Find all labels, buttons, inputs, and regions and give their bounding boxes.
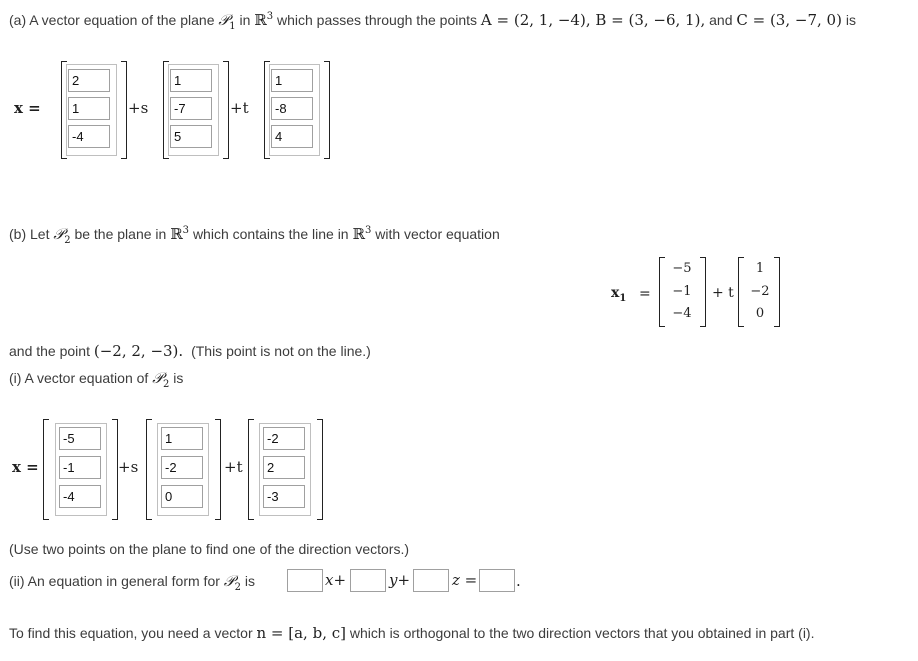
- constant-input[interactable]: [479, 569, 515, 592]
- a-vec2-row3-input[interactable]: [271, 125, 313, 148]
- part-a-prompt: [9, 11, 856, 32]
- part-b-end: with vector equation: [375, 226, 500, 242]
- bracket-right: [121, 61, 127, 159]
- part-b-mid2: which contains the line in: [192, 226, 349, 242]
- plane-p2: 𝒫$_2$: [223, 572, 241, 593]
- a-vec0-row1-input[interactable]: [68, 69, 110, 92]
- sub-ii-text: (ii) An equation in general form for: [9, 573, 220, 589]
- x-equals-label-b: x =: [12, 458, 39, 476]
- sub-i-is: is: [173, 370, 184, 386]
- part-b-prompt: [9, 225, 500, 246]
- part-b-let: (b) Let: [9, 226, 50, 242]
- sub-ii-prompt: [9, 572, 255, 593]
- plane-p1: 𝒫$_1$: [218, 11, 236, 32]
- plus-t-b: +t: [224, 458, 243, 476]
- plane-p2: 𝒫$_2$: [152, 369, 170, 390]
- z-var: z =: [452, 571, 478, 589]
- bracket-left: [248, 419, 254, 520]
- point-note: (This point is not on the line.): [191, 343, 371, 359]
- point-sentence: [9, 342, 371, 360]
- plus-t-a: +t: [230, 99, 249, 117]
- b-vec2-row3-input[interactable]: [263, 485, 305, 508]
- b-vec1-row2-input[interactable]: [161, 456, 203, 479]
- plus-s-a: +s: [128, 99, 149, 117]
- final-hint-a: To find this equation, you need a vector: [9, 625, 253, 641]
- line-point-1: −5: [672, 261, 692, 276]
- part-a-in: in: [239, 12, 251, 28]
- r3-symbol: ℝ$^3$: [352, 225, 372, 243]
- a-vec1-row1-input[interactable]: [170, 69, 212, 92]
- line-point-3: −4: [672, 306, 692, 321]
- bracket-right: [317, 419, 323, 520]
- hint-i: (Use two points on the plane to find one of the direction vectors.): [9, 541, 410, 557]
- b-vec1-row3-input[interactable]: [161, 485, 203, 508]
- x-equals-label-a: x =: [14, 99, 41, 117]
- coef-z-input[interactable]: [413, 569, 449, 592]
- plane-p2: 𝒫$_2$: [53, 225, 71, 246]
- a-vec1-row3-input[interactable]: [170, 125, 212, 148]
- points-ab: A = (2, 1, −4), B = (3, −6, 1),: [480, 11, 706, 29]
- and-word: and: [709, 12, 733, 28]
- line-dir-2: −2: [750, 284, 770, 299]
- b-vec0-row2-input[interactable]: [59, 456, 101, 479]
- point-prefix: and the point: [9, 343, 90, 359]
- a-vec0-row3-input[interactable]: [68, 125, 110, 148]
- bracket-right: [223, 61, 229, 159]
- b-vec1-row1-input[interactable]: [161, 427, 203, 450]
- coef-x-input[interactable]: [287, 569, 323, 592]
- line-point-2: −1: [672, 284, 692, 299]
- a-vec1-row2-input[interactable]: [170, 97, 212, 120]
- bracket-right: [324, 61, 330, 159]
- b-vec2-row1-input[interactable]: [263, 427, 305, 450]
- bracket-right: [215, 419, 221, 520]
- plus-s-b: +s: [118, 458, 139, 476]
- final-hint: [9, 624, 814, 642]
- a-vec2-row2-input[interactable]: [271, 97, 313, 120]
- line-label: $x_1$: [611, 285, 627, 304]
- sub-i-prompt: [9, 369, 183, 390]
- normal-vector-n: n = [a, b, c]: [256, 624, 346, 642]
- r3-symbol: ℝ$^3$: [170, 225, 190, 243]
- equation-period: .: [516, 572, 521, 590]
- point-c: C = (3, −7, 0): [736, 11, 842, 29]
- line-equals: =: [639, 286, 651, 302]
- bracket-left: [659, 257, 665, 327]
- bracket-left: [43, 419, 49, 520]
- b-vec0-row3-input[interactable]: [59, 485, 101, 508]
- line-plus-t: + t: [712, 285, 734, 301]
- part-b-mid: be the plane in: [74, 226, 167, 242]
- x-var: x+: [325, 571, 347, 589]
- line-dir-3: 0: [755, 306, 765, 321]
- is-word: is: [845, 12, 856, 28]
- final-hint-b: which is orthogonal to the two direction vectors that you obtained in part (i).: [349, 625, 815, 641]
- bracket-right: [700, 257, 706, 327]
- b-vec2-row2-input[interactable]: [263, 456, 305, 479]
- a-vec0-row2-input[interactable]: [68, 97, 110, 120]
- part-a-prompt-prefix: (a) A vector equation of the plane: [9, 12, 215, 28]
- r3-symbol: ℝ$^3$: [254, 11, 274, 29]
- line-dir-1: 1: [755, 261, 765, 276]
- point-value: (−2, 2, −3).: [93, 342, 184, 360]
- sub-ii-is: is: [244, 573, 255, 589]
- a-vec2-row1-input[interactable]: [271, 69, 313, 92]
- bracket-left: [738, 257, 744, 327]
- bracket-left: [146, 419, 152, 520]
- sub-i-text: (i) A vector equation of: [9, 370, 149, 386]
- part-a-rest: which passes through the points: [277, 12, 478, 28]
- y-var: y+: [389, 571, 411, 589]
- b-vec0-row1-input[interactable]: [59, 427, 101, 450]
- coef-y-input[interactable]: [350, 569, 386, 592]
